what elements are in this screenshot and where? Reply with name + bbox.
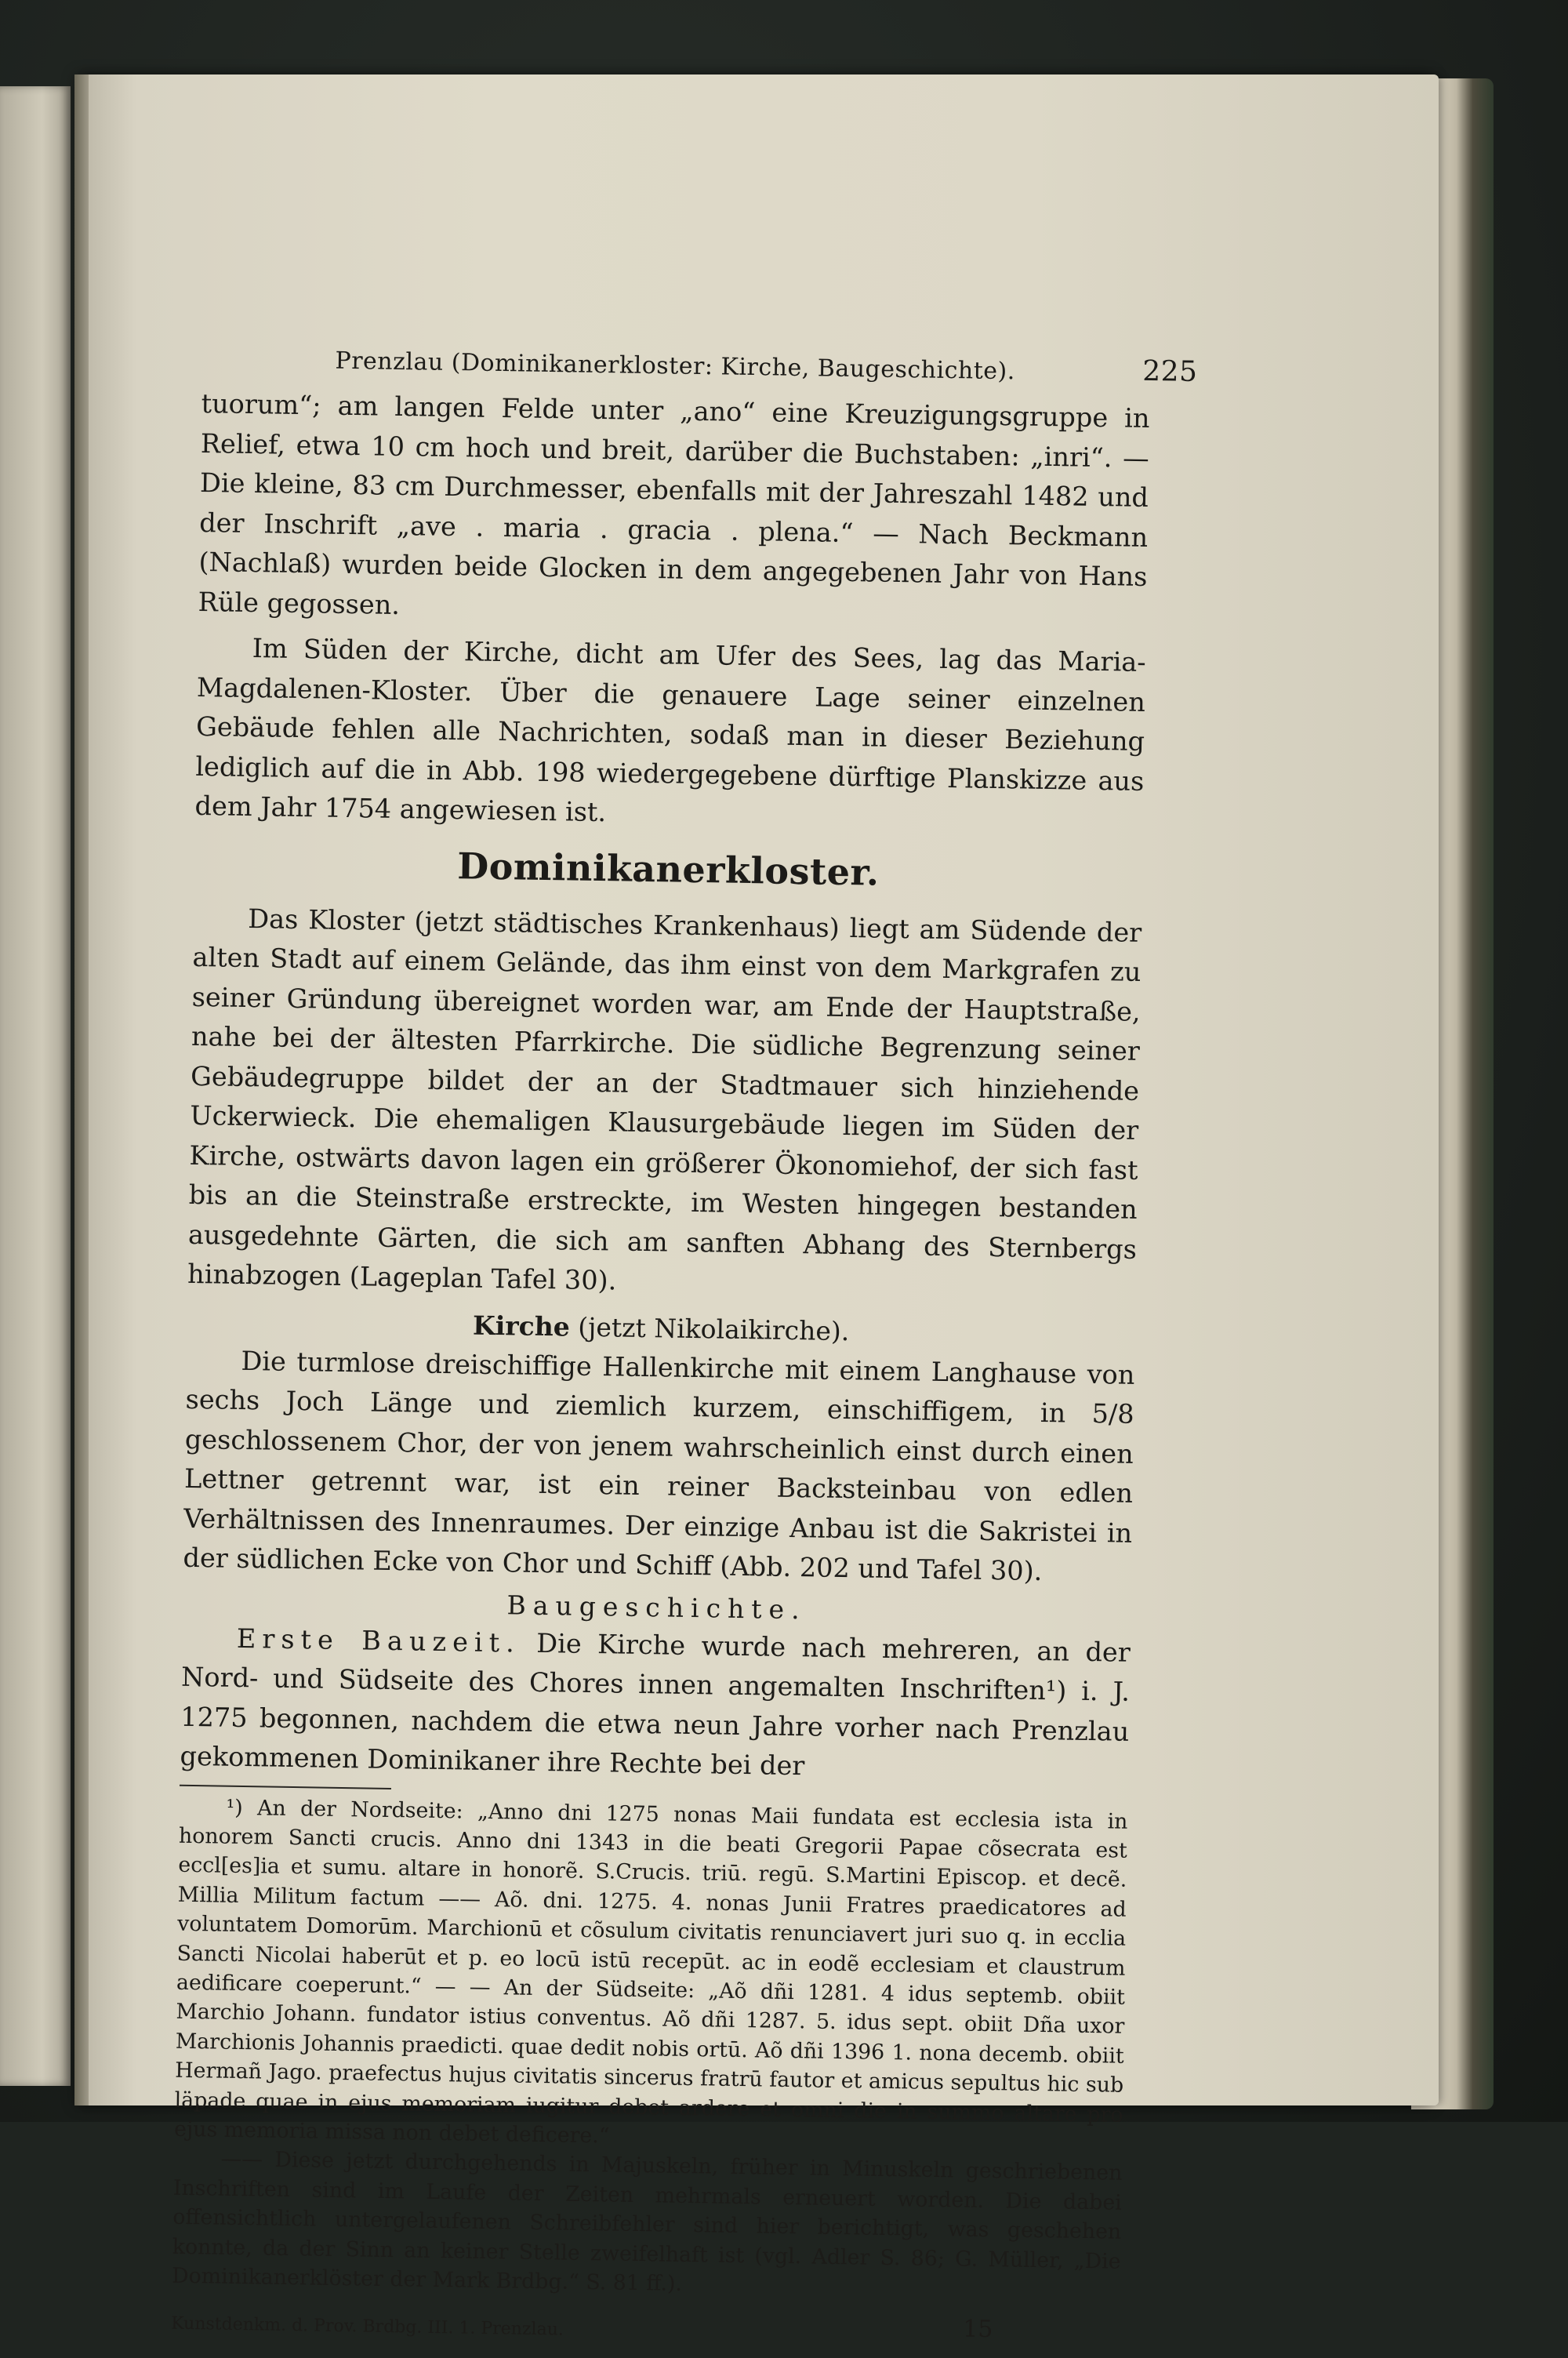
subheading-kirche-rest: (jetzt Nikolaikirche). bbox=[577, 1311, 850, 1346]
page-gutter bbox=[74, 74, 89, 2105]
imprint-text: Kunstdenkm. d. Prov. Brdbg. III. 1. Prenzlau. bbox=[171, 2314, 564, 2340]
subheading-kirche-bold: Kirche bbox=[472, 1310, 571, 1342]
imprint-line bbox=[171, 2303, 1120, 2357]
paragraph-erste-bauzeit bbox=[180, 1618, 1131, 1791]
footnote-rule bbox=[180, 1784, 391, 1789]
erste-bauzeit-lead: Erste Bauzeit. bbox=[236, 1622, 521, 1659]
running-head-title: Prenzlau (Dominikanerkloster: Kirche, Baugeschichte). bbox=[335, 347, 1016, 386]
paragraph-magdalenen-kloster: Im Süden der Kirche, dicht am Ufer des Sees, lag das Maria-Magdalenen-Kloster. Über die genauere Lage seiner einzelnen Gebäude fehlen alle Nachrichten, sodaß man in dieser Beziehung lediglich auf die in Abb. 198 wiedergegebene dürftige Planskizze aus dem Jahr 1754 angewiesen ist. bbox=[194, 633, 1146, 828]
footnote-remark: —— Diese jetzt durchgehends in Majuskeln, früher in Minuskeln geschriebenen Inschriften sind im Laufe der Zeiten mehrmals erneuert worden. Die dabei offensichtlich untergelaufenen Schreibfehler sind hier berichtigt, was geschehen konnte, da der Sinn an keiner Stelle zweifelhaft ist (vgl. Adler S. 86; G. Müller, „Die Dominikanerklöster der Mark Brdbg.“ S. 81 ff.). bbox=[171, 2147, 1123, 2296]
paragraph-kloster-location: Das Kloster (jetzt städtisches Krankenhaus) liegt am Südende der alten Stadt auf einem Gelände, das ihm einst von dem Markgrafen zu seiner Gründung übereignet worden war, am Ende der Hauptstraße, nahe bei der ältesten Pfarrkirche. Die südliche Begrenzung seiner Gebäudegruppe bildet der an der Stadtmauer sich hinziehende Uckerwieck. Die ehemaligen Klausurgebäude liegen im Süden der Kirche, ostwärts davon lagen ein größerer Ökonomiehof, der sich fast bis an die Steinstraße erstreckte, im Westen hingegen bestanden ausgedehnte Gärten, die sich am sanften Abhang des Sternbergs hinabzogen (Lageplan Tafel 30). bbox=[187, 903, 1142, 1296]
erste-bauzeit-text: Die Kirche wurde nach mehreren, an der Nord- und Südseite des Chores innen angemalten Inschriften¹) i. J. 1275 begonnen, nachdem die etwa neun Jahre vorher nach Prenzlau gekommenen Dominikaner ihre Rechte bei der bbox=[180, 1627, 1131, 1782]
paragraph-bells: tuorum“; am langen Felde unter „ano“ eine Kreuzigungsgruppe in Relief, etwa 10 cm hoch und breit, darüber die Buchstaben: „inri“. — Die kleine, 83 cm Durchmesser, ebenfalls mit der Jahreszahl 1482 und der Inschrift „ave . maria . gracia . plena.“ — Nach Beckmann (Nachlaß) wurden beide Glocken in dem angegebenen Jahr von Hans Rüle gegossen. bbox=[198, 387, 1150, 620]
subheading-baugeschichte: Baugeschichte. bbox=[506, 1589, 807, 1625]
page-text-block bbox=[171, 337, 1198, 2357]
footnote-inscriptions: ¹) An der Nordseite: „Anno dni 1275 nonas Maii fundata est ecclesia ista in honorem Sancti crucis. Anno dni 1343 in die beati Gregorii Papae cõsecrata est eccl[es]ia et sumu. altare in honorẽ. S.Crucis. triū. regū. S.Martini Episcop. et decẽ. Millia Militum factum —— Aõ. dni. 1275. 4. nonas Junii Fratres praedicatores ad voluntatem Domorūm. Marchionū et cõsulum civitatis renunciavert juri suo q. in ecclia Sancti Nicolai haberūt et p. eo locū istū recepūt. ac in eodẽ ecclesiam et claustrum aedificare coeperunt.“ — — An der Südseite: „Aõ dñi 1281. 4 idus septemb. obiit Marchio Johann. fundator istius conventus. Aõ dñi 1287. 5. idus sept. obiit Dña uxor Marchionis Johannis praedicti. quae dedit nobis ortū. Aõ dñi 1396 1. nona decemb. obiit Hermañ Jago. praefectus hujus civitatis sincerus fratrū fautor et amicus sepultus hic sub läpade quae in ejus memoriam iugitur debet ardere et omni die in summo altare pro ejus memoria missa non debet deficere.“ bbox=[173, 1795, 1128, 2149]
paragraph-hallenkirche: Die turmlose dreischiffige Hallenkirche mit einem Langhause von sechs Joch Länge und ziemlich kurzem, einschiffigem, in 5/8 geschlossenem Chor, der von jenem wahrscheinlich einst durch einen Lettner getrennt war, ist ein reiner Backsteinbau von edlen Verhältnissen des Innenraumes. Der einzige Anbau ist die Sakristei in der südlichen Ecke von Chor und Schiff (Abb. 202 und Tafel 30). bbox=[183, 1345, 1135, 1587]
facing-page-edge bbox=[0, 86, 71, 2086]
signature-mark: 15 bbox=[962, 2315, 993, 2344]
section-title: Dominikanerkloster. bbox=[456, 844, 880, 894]
page-number: 225 bbox=[1142, 354, 1198, 388]
